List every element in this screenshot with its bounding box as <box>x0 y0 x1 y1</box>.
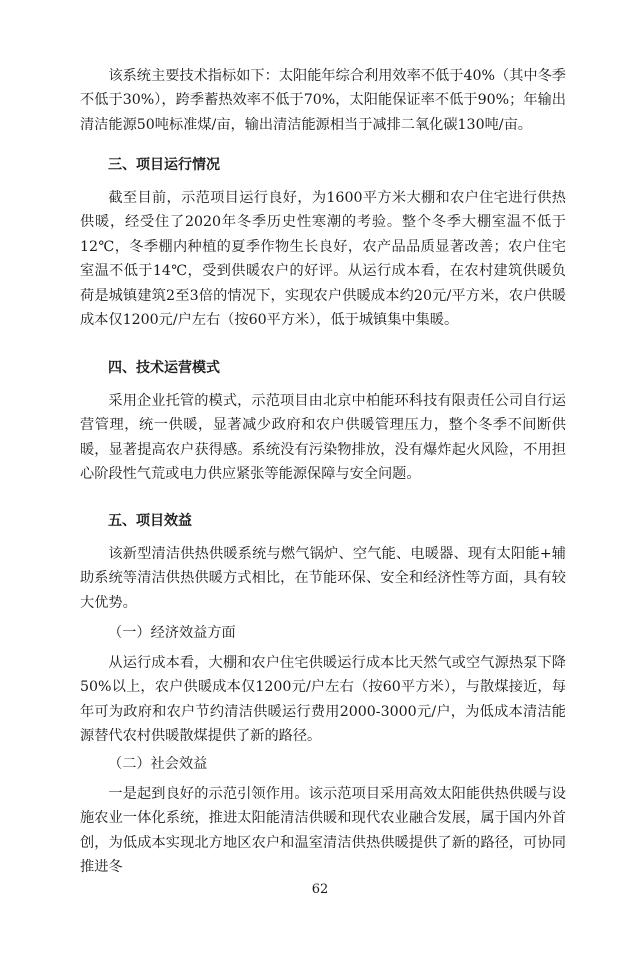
subsection-heading-social: （二）社会效益 <box>108 756 208 772</box>
benefits-block <box>80 542 566 615</box>
subsection-heading-economic: （一）经济效益方面 <box>108 625 236 641</box>
operation-paragraph: 截至目前，示范项目运行良好，为1600平方米大棚和农户住宅进行供热供暖，经受住了2020年冬季历史性寒潮的考验。整个冬季大棚室温不低于12℃，冬季棚内种植的夏季作物生长良好，农产品品质显著改善；农户住宅室温不低于14℃，受到供暖农户的好评。从运行成本看，在农村建筑供暖负荷是城镇建筑2至3倍的情况下，实现农户供暖成本约20元/平方米，农户供暖成本仅1200元/户左右（按60平方米），低于城镇集中集暖。 <box>80 190 566 329</box>
intro-paragraph: 该系统主要技术指标如下：太阳能年综合利用效率不低于40%（其中冬季不低于30%），跨季蓄热效率不低于70%，太阳能保证率不低于90%；年输出清洁能源50吨标准煤/亩，输出清洁能源相当于减排二氧化碳130吨/亩。 <box>80 68 566 133</box>
benefits-paragraph: 该新型清洁供热供暖系统与燃气锅炉、空气能、电暖器、现有太阳能+辅助系统等清洁供热供暖方式相比，在节能环保、安全和经济性等方面，具有较大优势。 <box>80 546 566 611</box>
economic-block <box>80 651 566 749</box>
model-block <box>80 389 566 487</box>
section-heading-benefits: 五、项目效益 <box>108 513 192 529</box>
section-heading-operation: 三、项目运行情况 <box>108 157 220 173</box>
social-paragraph: 一是起到良好的示范引领作用。该示范项目采用高效太阳能供热供暖与设施农业一体化系统，推进太阳能清洁供暖和现代农业融合发展，属于国内外首创，为低成本实现北方地区农户和温室清洁供热供暖提供了新的路径，可协同推进冬 <box>80 786 566 876</box>
economic-paragraph: 从运行成本看，大棚和农户住宅供暖运行成本比天然气或空气源热泵下降50%以上，农户供暖成本仅1200元/户左右（按60平方米），与散煤接近，每年可为政府和农户节约清洁供暖运行费用2000-3000元/户，为低成本清洁能源替代农村供暖散煤提供了新的路径。 <box>80 655 566 745</box>
model-paragraph: 采用企业托管的模式，示范项目由北京中柏能环科技有限责任公司自行运营管理，统一供暖，显著减少政府和农户供暖管理压力，整个冬季不间断供暖，显著提高农户获得感。系统没有污染物排放，没有爆炸起火风险，不用担心阶段性气荒或电力供应紧张等能源保障与安全问题。 <box>80 393 566 483</box>
section-heading-model: 四、技术运营模式 <box>108 360 220 376</box>
intro-block <box>80 64 566 137</box>
operation-block <box>80 186 566 332</box>
social-block <box>80 782 566 880</box>
page-number: 62 <box>311 882 329 897</box>
